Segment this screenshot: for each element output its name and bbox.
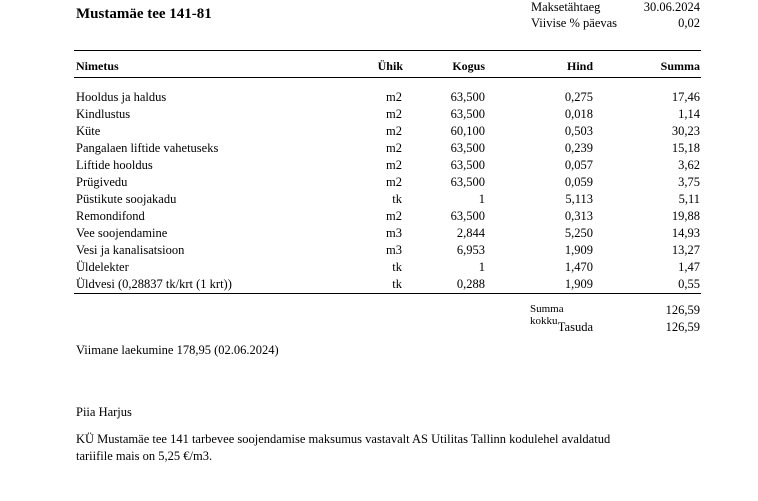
row-name: Vesi ja kanalisatsioon [76,243,185,257]
column-header-price: Hind [566,59,593,73]
row-unit: m2 [386,90,402,104]
total-value: 126,59 [665,303,700,317]
row-sum: 5,11 [678,192,700,206]
row-sum: 14,93 [671,226,700,240]
column-header-name: Nimetus [76,59,119,73]
pay-value: 126,59 [665,320,700,334]
row-qty: 0,288 [456,277,485,291]
row-name: Hooldus ja haldus [76,90,167,104]
table-row [76,276,700,293]
row-sum: 0,55 [678,277,700,291]
row-sum: 15,18 [671,141,700,155]
table-top-rule [74,50,701,51]
row-qty: 60,100 [450,124,485,138]
table-row [76,157,700,174]
row-price: 0,057 [564,158,593,172]
due-date-label: Maksetähtaeg [531,0,601,14]
row-unit: m2 [386,141,402,155]
row-sum: 19,88 [671,209,700,223]
row-unit: tk [392,192,402,206]
row-qty: 1 [478,192,485,206]
row-name: Üldvesi (0,28837 tk/krt (1 krt)) [76,277,232,291]
row-qty: 63,500 [450,209,485,223]
row-name: Remondifond [76,209,145,223]
penalty-label: Viivise % päevas [531,16,618,30]
row-sum: 30,23 [671,124,700,138]
row-qty: 63,500 [450,107,485,121]
table-bottom-rule [74,293,701,294]
row-qty: 63,500 [450,141,485,155]
table-row [76,242,700,259]
row-name: Küte [76,124,101,138]
row-name: Püstikute soojakadu [76,192,177,206]
row-qty: 63,500 [450,90,485,104]
row-price: 1,909 [564,277,593,291]
row-qty: 6,953 [456,243,485,257]
row-name: Pangalaen liftide vahetuseks [76,141,219,155]
column-header-qty: Kogus [452,59,485,73]
row-qty: 63,500 [450,158,485,172]
table-row [76,191,700,208]
row-sum: 1,47 [678,260,700,274]
penalty-value: 0,02 [678,16,700,30]
row-price: 1,470 [564,260,593,274]
table-row [76,123,700,140]
column-header-sum: Summa [660,59,700,73]
row-price: 0,239 [564,141,593,155]
tariff-note: KÜ Mustamäe tee 141 tarbevee soojendamise maksumus vastavalt AS Utilitas Tallinn kodulehel avaldatud tariifile mais on 5,25 €/m3. [76,432,611,463]
row-sum: 13,27 [671,243,700,257]
row-price: 0,503 [564,124,593,138]
table-row [76,89,700,106]
row-price: 5,113 [565,192,593,206]
last-payment: Viimane laekumine 178,95 (02.06.2024) [76,343,279,357]
table-row [76,208,700,225]
table-row [76,259,700,276]
row-price: 0,275 [564,90,593,104]
row-price: 1,909 [564,243,593,257]
row-sum: 3,62 [678,158,700,172]
row-unit: m2 [386,175,402,189]
row-price: 5,250 [564,226,593,240]
row-unit: m2 [386,209,402,223]
row-unit: m2 [386,124,402,138]
row-price: 0,313 [564,209,593,223]
row-sum: 1,14 [678,107,700,121]
row-unit: m2 [386,107,402,121]
row-unit: m3 [386,243,402,257]
row-name: Prügivedu [76,175,128,189]
row-name: Üldelekter [76,260,129,274]
row-sum: 3,75 [678,175,700,189]
row-unit: tk [392,277,402,291]
total-label: Summa kokku [530,303,564,327]
due-date-value: 30.06.2024 [643,0,700,14]
row-price: 0,059 [564,175,593,189]
row-price: 0,018 [564,107,593,121]
row-qty: 63,500 [450,175,485,189]
table-row [76,106,700,123]
table-row [76,174,700,191]
row-qty: 2,844 [456,226,485,240]
signer-name: Piia Harjus [76,405,132,419]
row-unit: tk [392,260,402,274]
row-qty: 1 [478,260,485,274]
row-unit: m3 [386,226,402,240]
header-bottom-rule [74,77,701,78]
row-name: Liftide hooldus [76,158,153,172]
row-unit: m2 [386,158,402,172]
pay-label: Tasuda [557,320,593,334]
row-name: Vee soojendamine [76,226,168,240]
table-row [76,225,700,242]
table-row [76,140,700,157]
column-header-unit: Ühik [377,59,403,73]
document-title: Mustamäe tee 141-81 [76,6,212,22]
row-sum: 17,46 [671,90,700,104]
row-name: Kindlustus [76,107,131,121]
